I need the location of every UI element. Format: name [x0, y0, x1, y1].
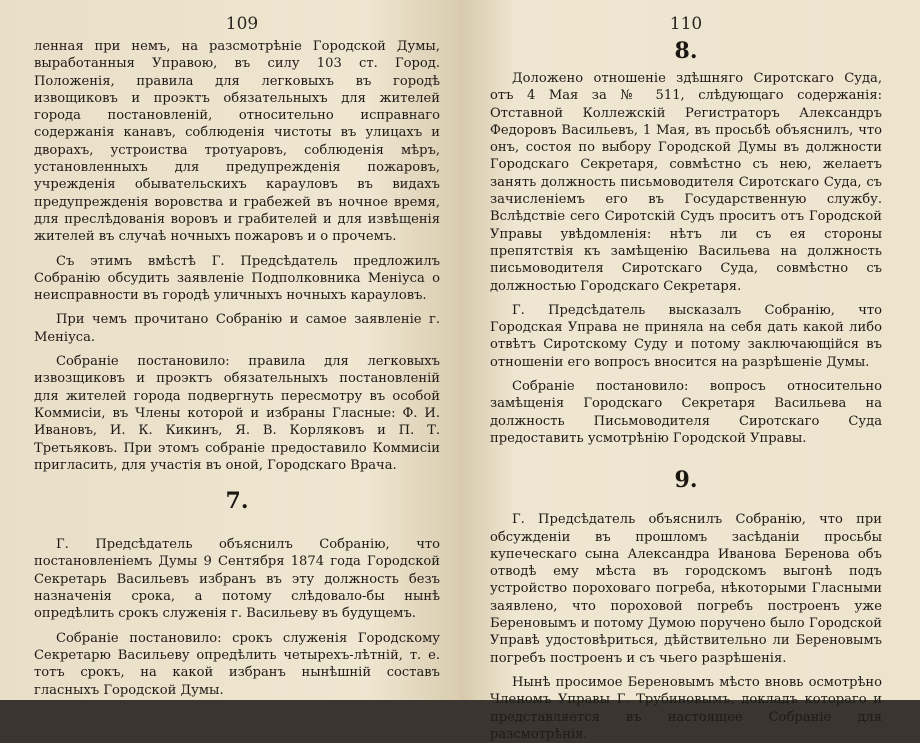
paragraph: При чемъ прочитано Собранію и самое заявленіе г. Менiуса.	[34, 312, 440, 345]
paragraph: Г. Предсѣдатель высказалъ Собранію, что Городская Управа не приняла на себя дать какой либо отвѣтъ Сиротскому Суду и потому заключающійся въ отношеніи его вопросъ вносится на разрѣшеніе Думы.	[490, 302, 882, 370]
paragraph: ленная при немъ, на разсмотрѣніе Городской Думы, выработанныя Управою, въ силу 103 ст. Город. Положенія, правила для легковыхъ въ городѣ извощиковъ и проэктъ обязательныхъ для жителей города постановленій, относительно исправнаго содержанія канавъ, соблюденія чистоты въ улицахъ и дворахъ, устроиства тротуаровъ, соблюденія мѣръ, установленныхъ для предупрежденія пожаровъ, учрежденія обывательскихъ карауловъ въ видахъ предупрежденія воровства и грабежей въ ночное время, для преслѣдованія воровъ и грабителей и для извѣщенія жителей въ случаѣ ночныхъ пожаровъ и о прочемъ.	[34, 39, 440, 245]
section-heading: 9.	[674, 467, 698, 494]
paragraph: Г. Предсѣдатель объяснилъ Собранію, что при обсужденіи въ прошломъ засѣданіи просьбы купеческаго сына Александра Иванова Беренова объ отводѣ ему мѣста въ городскомъ выгонѣ подъ устройство пороховаго погреба, нѣкоторыми Гласными заявлено, что пороховой погребъ построенъ уже Береновымъ и потому Думою поручено было Городской Управѣ удостовѣриться, дѣйствительно ли Береновымъ погребъ построенъ и съ чьего разрѣшенія.	[490, 512, 882, 666]
paragraph: Нынѣ просимое Береновымъ мѣсто вновь осмотрѣно Членомъ Управы Г. Трубиновымъ, докладъ котораго и представляется въ настоящее Собраніе для разсмотрѣнія.	[490, 674, 882, 742]
paragraph: Собраніе постановило: правила для легковыхъ извозщиковъ и проэктъ обязательныхъ постановленій для жителей города подвергнуть пересмотру въ особой Коммисіи, въ Члены которой и избраны Гласные: Ф. И. Ивановъ, И. К. Кикинъ, Я. В. Корляковъ и П. Т. Третьяковъ. При этомъ собраніе предоставило Коммисіи пригласить, для участія въ оной, Городскаго Врача.	[34, 354, 440, 473]
left-page	[0, 0, 460, 700]
paragraph: Г. Предсѣдатель объяснилъ Собранію, что постановленіемъ Думы 9 Сентября 1874 года Городской Секретарь Васильевъ избранъ въ эту должность безъ назначенія срока, а потому слѣдовало-бы нынѣ опредѣлить срокъ служенія г. Васильеву въ будущемъ.	[34, 537, 440, 622]
section-heading: 7.	[225, 488, 249, 515]
section-heading: 8.	[674, 38, 698, 64]
page-number: 109	[225, 14, 259, 34]
paragraph: Собраніе постановило: вопросъ относительно замѣщенія Городскаго Секретаря Васильева на должность Письмоводителя Сиротскаго Суда предоставить усмотрѣнію Городской Управы.	[490, 379, 882, 446]
page-number: 110	[669, 14, 703, 34]
paragraph: Съ этимъ вмѣстѣ Г. Предсѣдатель предложилъ Собранію обсудить заявленіе Подполковника Менiуса о неисправности въ городѣ уличныхъ ночныхъ карауловъ.	[34, 253, 440, 304]
right-page	[460, 0, 920, 742]
paragraph: Доложено отношеніе здѣшняго Сиротскаго Суда, отъ 4 Мая за № 511, слѣдующаго содержанія: Отставной Коллежскій Регистраторъ Александръ Федоровъ Васильевъ, 1 Мая, въ просьбѣ объяснилъ, что онъ, состоя по выбору Городской Думы въ должности Городскаго Секретаря, совмѣстно съ нею, желаетъ занять должность письмоводителя Сиротскаго Суда, съ зачисленіемъ его въ Государственную службу. Вслѣдствіе сего Сиротскій Судъ проситъ отъ Городской Управы увѣдомленія: нѣтъ ли съ ея стороны препятствія къ замѣщенію Васильева на должность письмоводителя Сиротскаго Суда, совмѣстно съ должностью Городскаго Секретаря.	[490, 71, 882, 294]
paragraph: Собраніе постановило: срокъ служенія Городскому Секретарю Васильеву опредѣлить четырехъ-лѣтній, т. е. тотъ срокъ, на какой избранъ нынѣшній составъ гласныхъ Городской Думы.	[34, 630, 440, 698]
